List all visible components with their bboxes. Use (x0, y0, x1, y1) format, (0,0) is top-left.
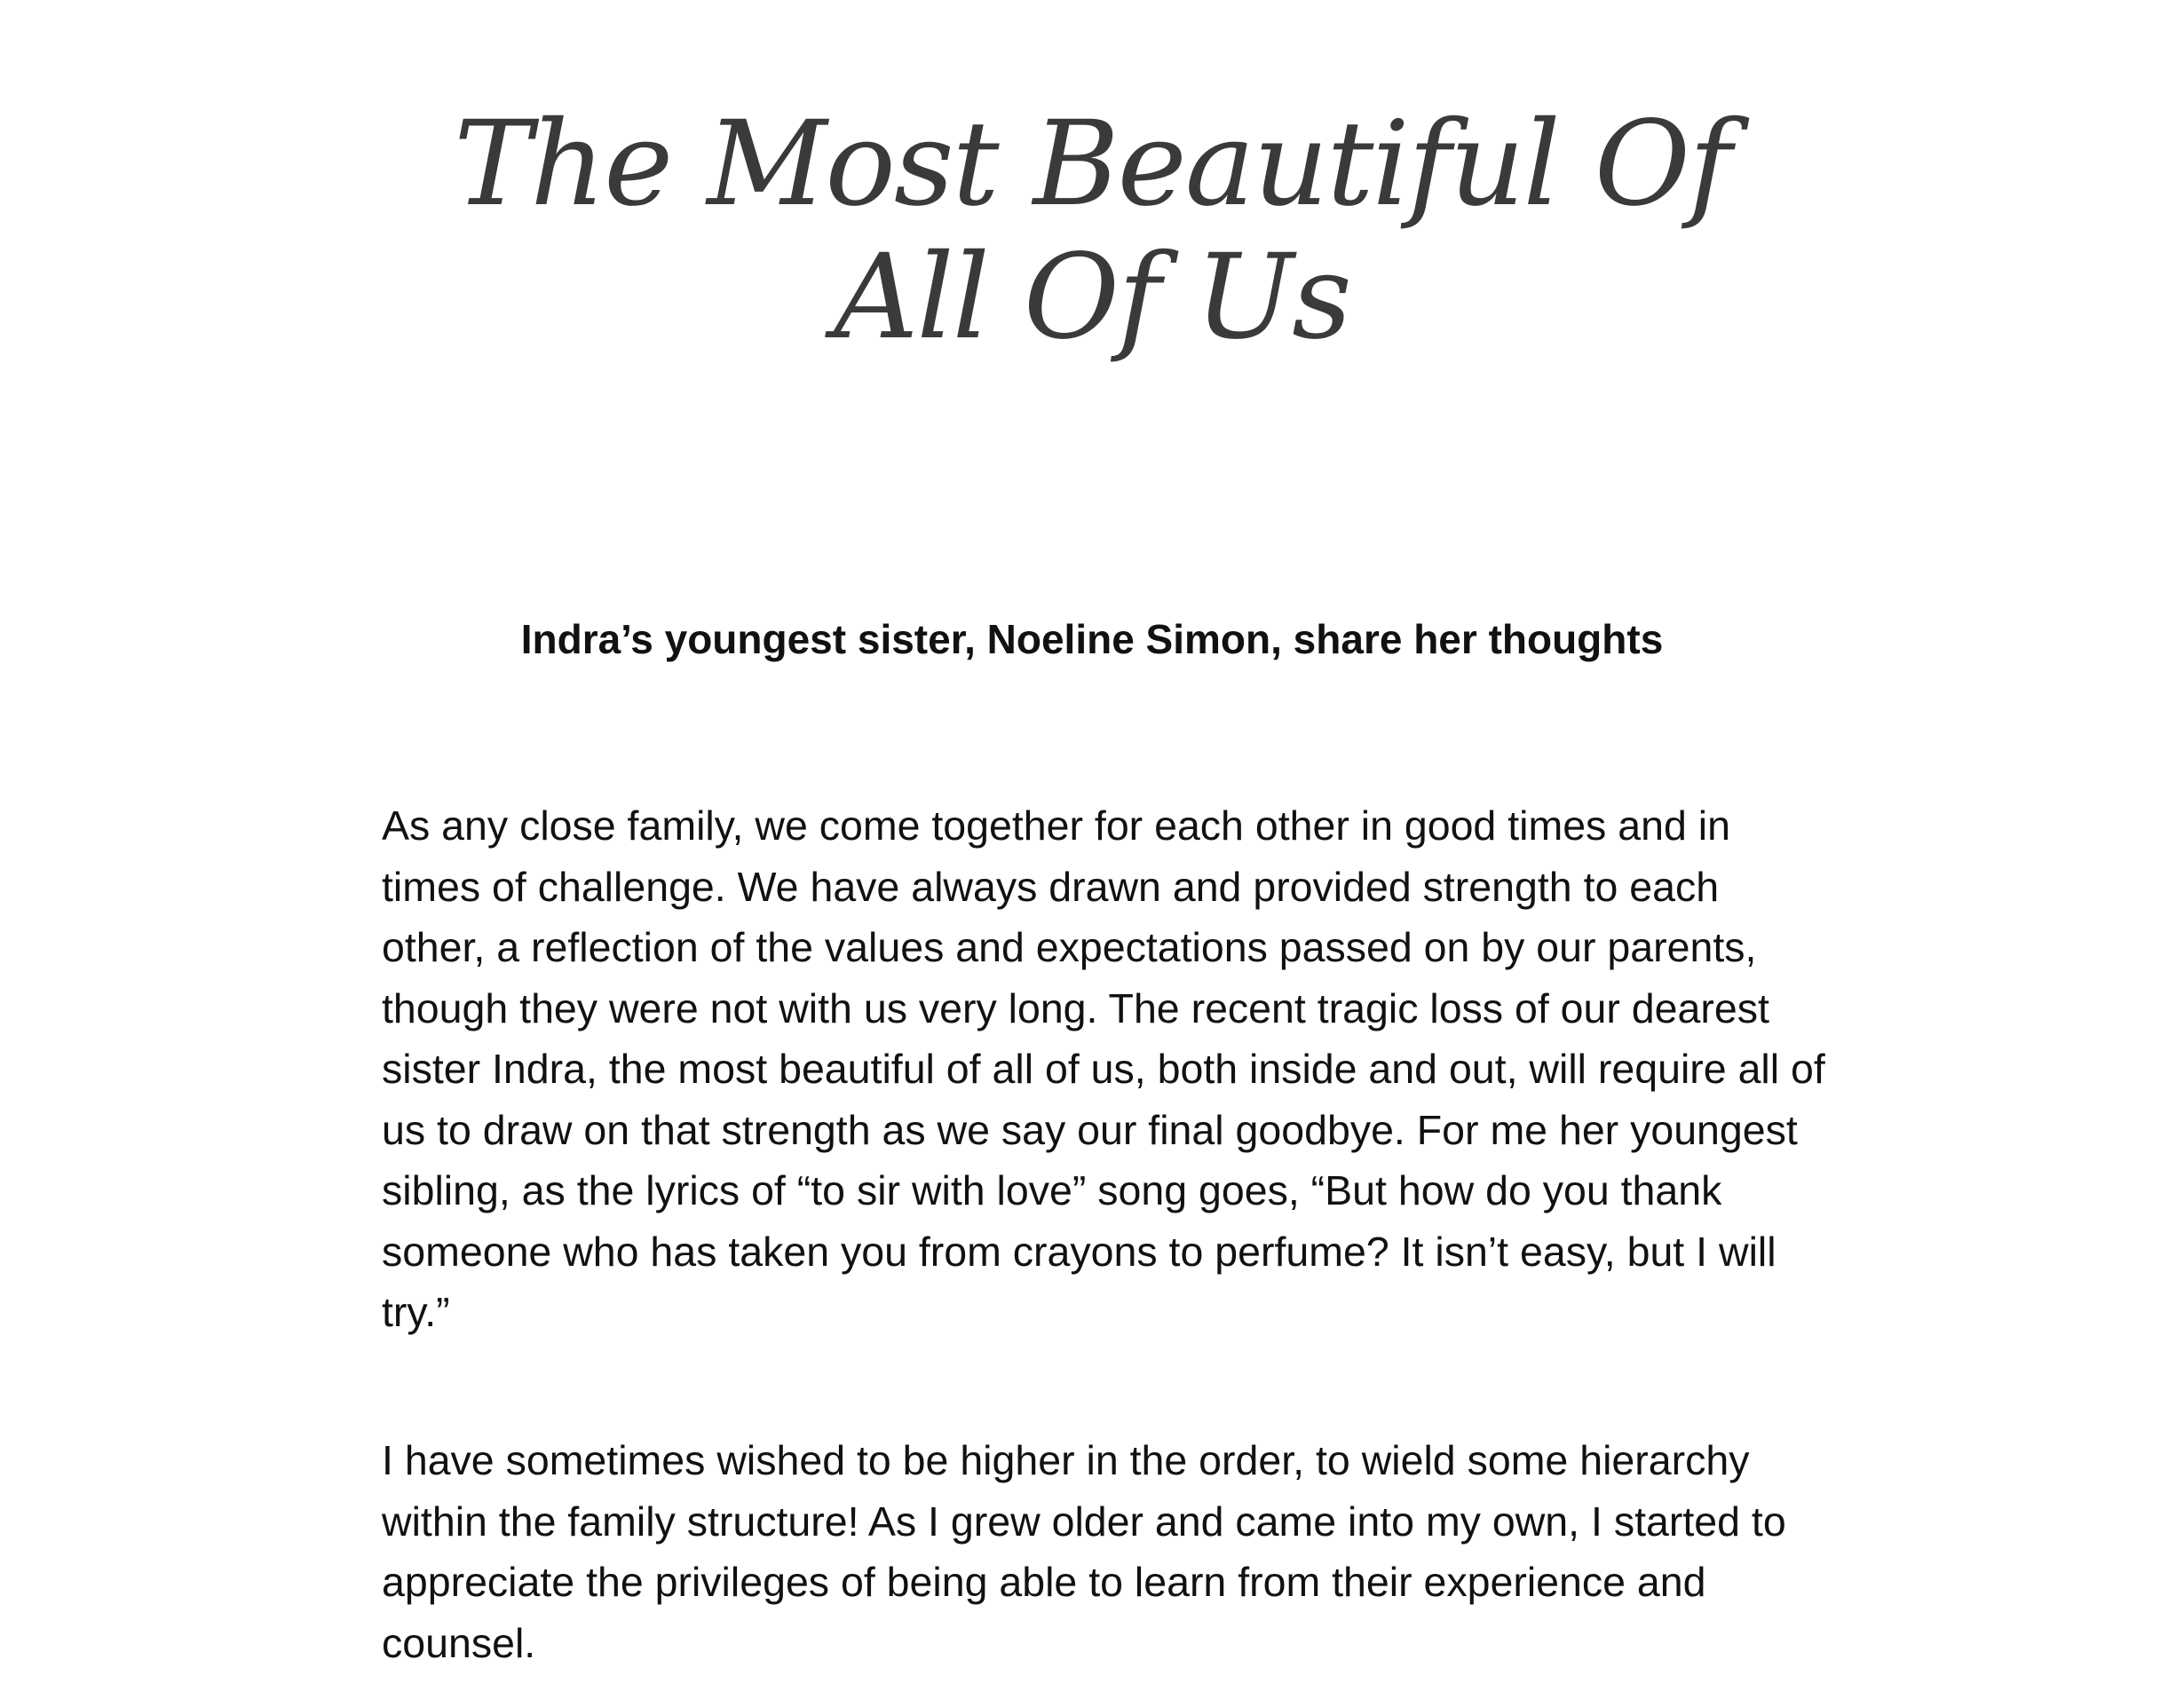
title-line-1: The Most Beautiful Of (454, 96, 1730, 233)
paragraph-line: try.” (382, 1289, 450, 1335)
paragraph-line: appreciate the privileges of being able to learn from their experience and (382, 1559, 1706, 1605)
paragraph-line: within the family structure! As I grew older and came into my own, I started to (382, 1498, 1786, 1545)
paragraph-line: though they were not with us very long. The recent tragic loss of our dearest (382, 984, 1769, 1031)
paragraph-line: As any close family, we come together for each other in good times and in (382, 802, 1730, 849)
paragraph-1 (382, 795, 1825, 1343)
paragraph-line: someone who has taken you from crayons to perfume? It isn’t easy, but I will (382, 1228, 1776, 1275)
paragraph-2 (382, 1430, 1820, 1673)
subtitle: Indra’s youngest sister, Noeline Simon, share her thoughts (520, 616, 1664, 662)
paragraph-line: times of challenge. We have always drawn and provided strength to each (382, 863, 1720, 910)
paragraph-line: counsel. (382, 1619, 536, 1666)
paragraph-line: I have sometimes wished to be higher in the order, to wield some hierarchy (382, 1437, 1750, 1483)
page-title (0, 98, 2184, 364)
title-line-2: All Of Us (834, 229, 1350, 366)
paragraph-line: sister Indra, the most beautiful of all of us, both inside and out, will require all of (382, 1046, 1825, 1092)
paragraph-line: other, a reflection of the values and expectations passed on by our parents, (382, 924, 1757, 970)
paragraph-line: us to draw on that strength as we say our final goodbye. For me her youngest (382, 1106, 1798, 1153)
paragraph-line: sibling, as the lyrics of “to sir with love” song goes, “But how do you thank (382, 1167, 1722, 1213)
